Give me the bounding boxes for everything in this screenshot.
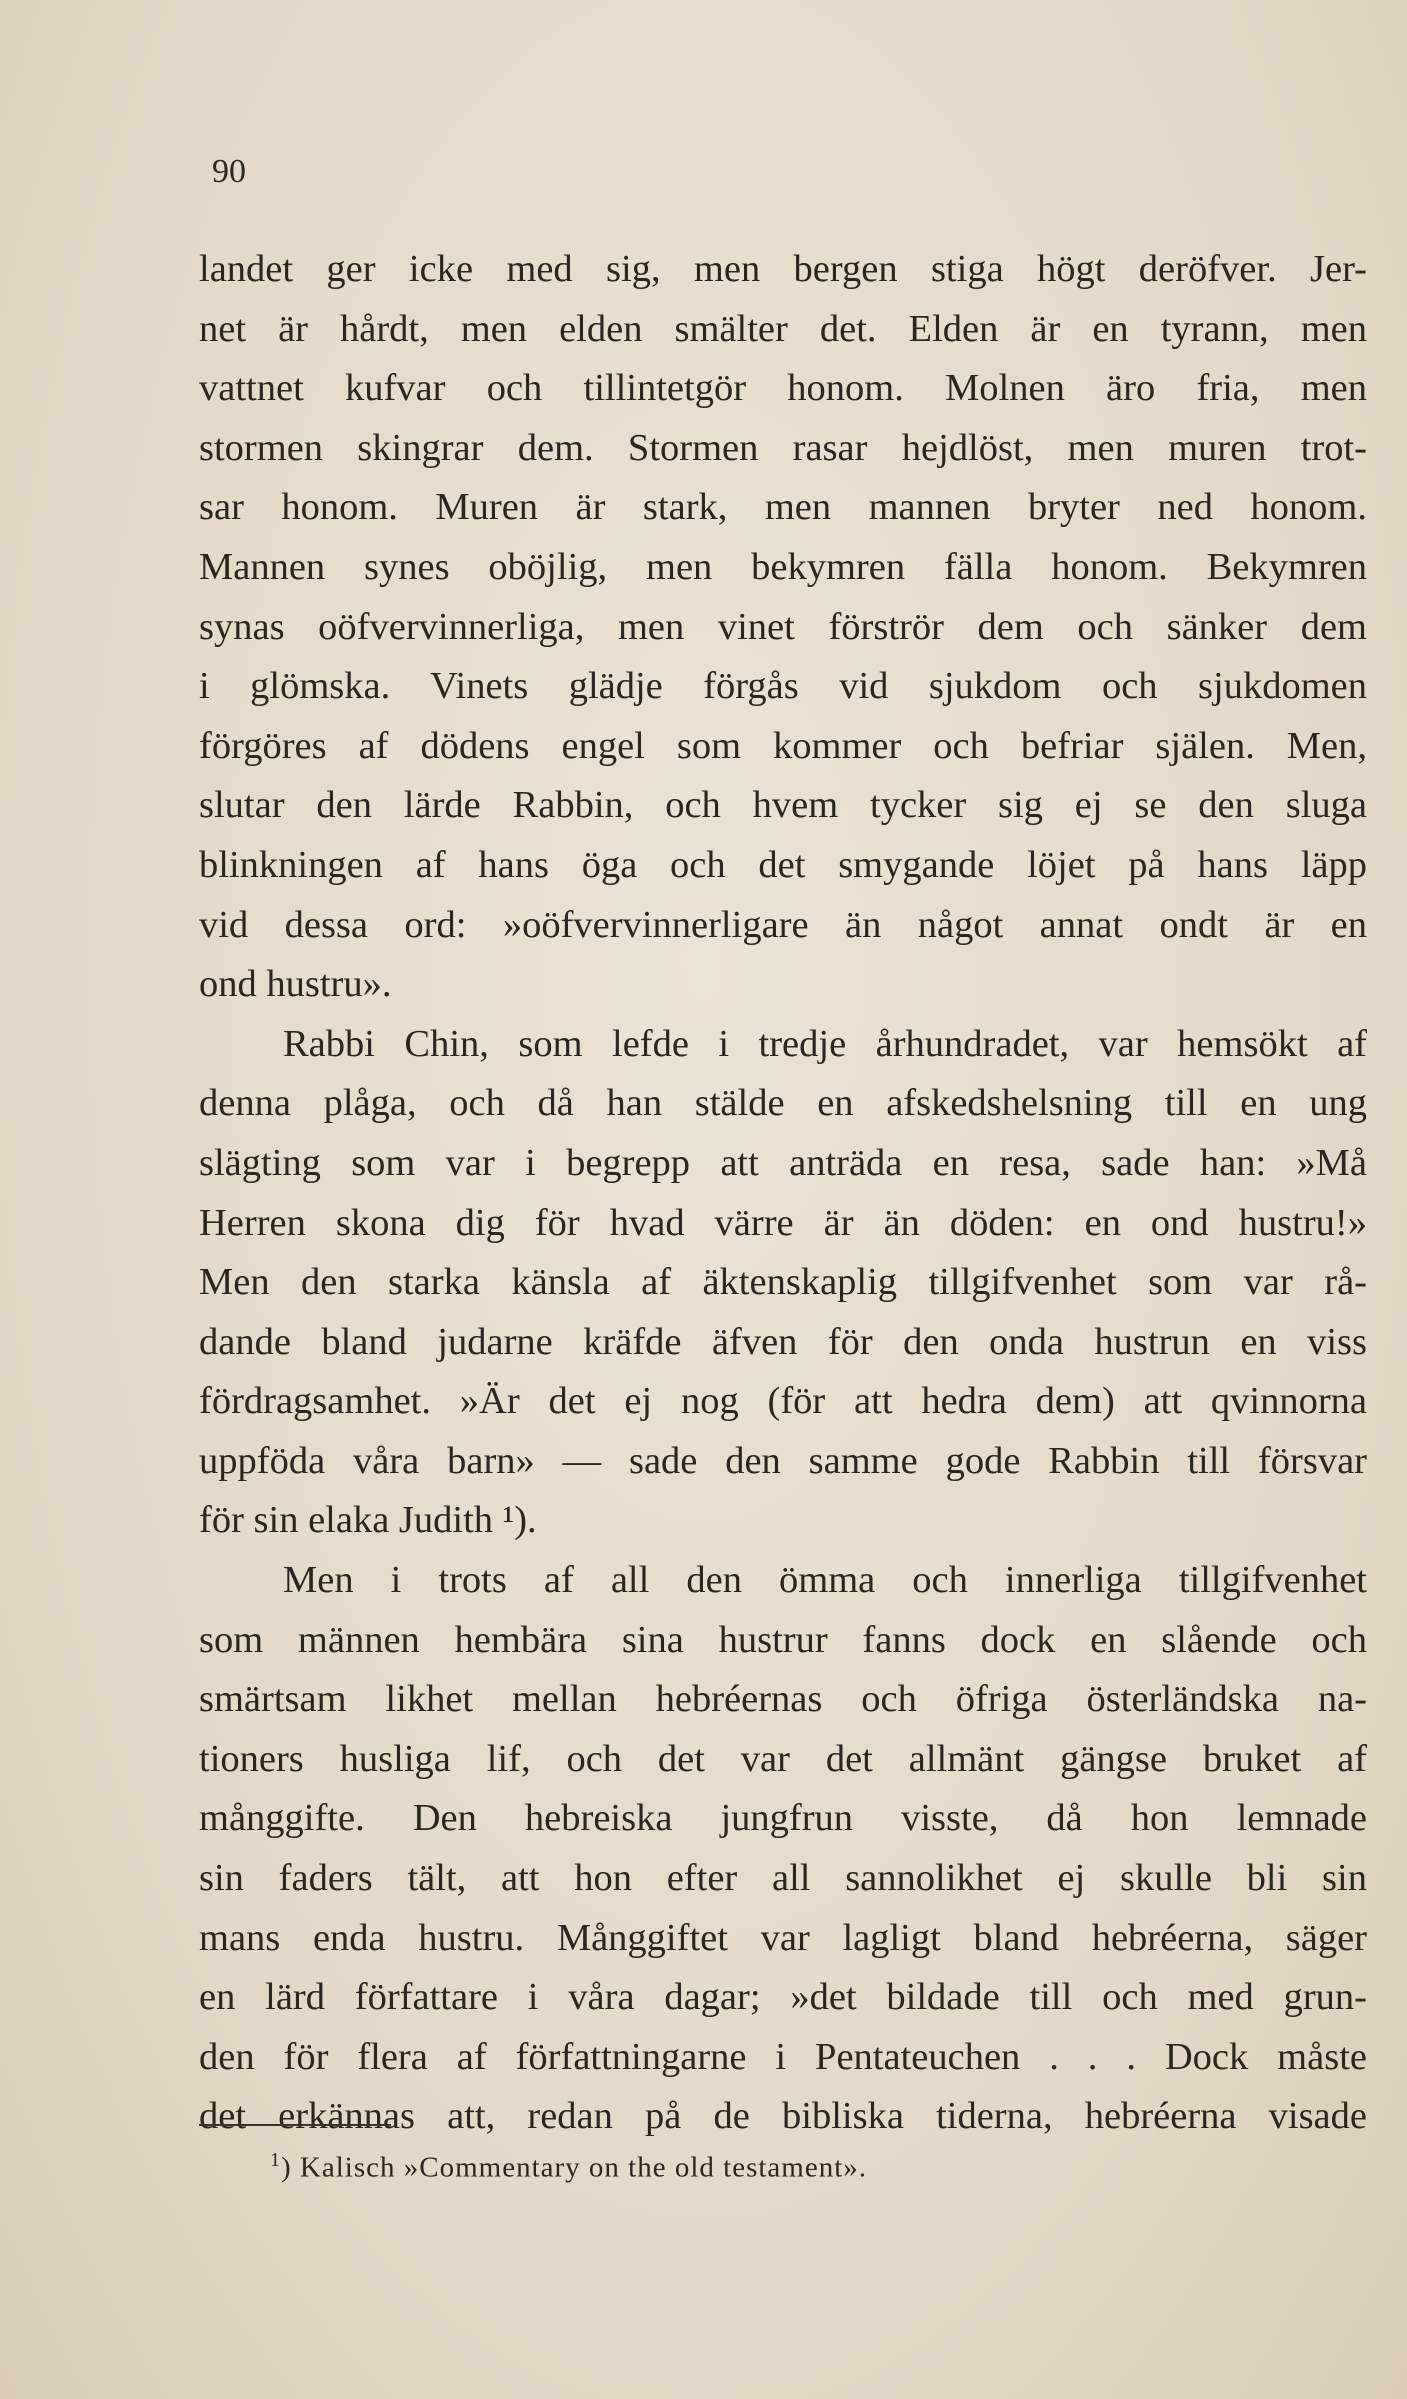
text-line: net är hårdt, men elden smälter det. Elden är en tyrann, men xyxy=(199,307,1367,350)
text-line: synas oöfvervinnerliga, men vinet förströr dem och sänker dem xyxy=(199,605,1367,648)
text-line: förgöres af dödens engel som kommer och befriar själen. Men, xyxy=(199,724,1367,767)
footnote xyxy=(270,2140,867,2188)
text-line: denna plåga, och då han stälde en afskedshelsning till en ung xyxy=(199,1082,1367,1125)
text-line: Men den starka känsla af äktenskaplig tillgifvenhet som var rå- xyxy=(199,1261,1367,1304)
text-line: Herren skona dig för hvad värre är än döden: en ond hustru!» xyxy=(199,1201,1367,1244)
text-line: dande bland judarne kräfde äfven för den onda hustrun en viss xyxy=(199,1320,1367,1363)
footnote-text: ) Kalisch »Commentary on the old testament». xyxy=(281,2151,868,2184)
text-line: slägting som var i begrepp att anträda en resa, sade han: »Må xyxy=(199,1141,1367,1184)
text-line: ond hustru». xyxy=(199,963,392,1006)
text-line: det erkännas att, redan på de bibliska tiderna, hebréerna visade xyxy=(199,2095,1367,2138)
text-line: stormen skingrar dem. Stormen rasar hejdlöst, men muren trot- xyxy=(199,426,1367,469)
text-line: en lärd författare i våra dagar; »det bildade till och med grun- xyxy=(199,1976,1367,2019)
footnote-divider xyxy=(199,2124,391,2126)
text-line: blinkningen af hans öga och det smygande löjet på hans läpp xyxy=(199,843,1367,886)
text-line: slutar den lärde Rabbin, och hvem tycker sig ej se den sluga xyxy=(199,784,1367,827)
text-line: för sin elaka Judith ¹). xyxy=(199,1499,537,1542)
text-line: Mannen synes oböjlig, men bekymren fälla honom. Bekymren xyxy=(199,545,1367,588)
body-text xyxy=(199,240,1367,2147)
text-line: som männen hembära sina hustrur fanns dock en slående och xyxy=(199,1618,1367,1661)
text-line: uppföda våra barn» — sade den samme gode Rabbin till försvar xyxy=(199,1439,1367,1482)
text-line: Men i trots af all den ömma och innerliga tillgifvenhet xyxy=(283,1559,1367,1602)
text-line: den för flera af författningarne i Pentateuchen . . . Dock måste xyxy=(199,2035,1367,2078)
text-line: landet ger icke med sig, men bergen stiga högt deröfver. Jer- xyxy=(199,248,1367,290)
text-line: fördragsamhet. »Är det ej nog (för att hedra dem) att qvinnorna xyxy=(199,1380,1367,1423)
text-line: sin faders tält, att hon efter all sannolikhet ej skulle bli sin xyxy=(199,1857,1367,1900)
text-line: månggifte. Den hebreiska jungfrun visste, då hon lemnade xyxy=(199,1797,1367,1840)
page-number: 90 xyxy=(212,153,246,190)
text-line: smärtsam likhet mellan hebréernas och öfriga österländska na- xyxy=(199,1678,1367,1721)
text-line: tioners husliga lif, och det var det allmänt gängse bruket af xyxy=(199,1737,1367,1780)
text-line: sar honom. Muren är stark, men mannen bryter ned honom. xyxy=(199,486,1367,529)
text-line: mans enda hustru. Månggiftet var lagligt bland hebréerna, säger xyxy=(199,1916,1367,1959)
text-line: vid dessa ord: »oöfvervinnerligare än något annat ondt är en xyxy=(199,903,1367,946)
text-line: vattnet kufvar och tillintetgör honom. Molnen äro fria, men xyxy=(199,367,1367,410)
text-line: Rabbi Chin, som lefde i tredje århundradet, var hemsökt af xyxy=(283,1022,1367,1065)
footnote-marker: 1 xyxy=(270,2149,281,2171)
text-line: i glömska. Vinets glädje förgås vid sjukdom och sjukdomen xyxy=(199,665,1367,708)
